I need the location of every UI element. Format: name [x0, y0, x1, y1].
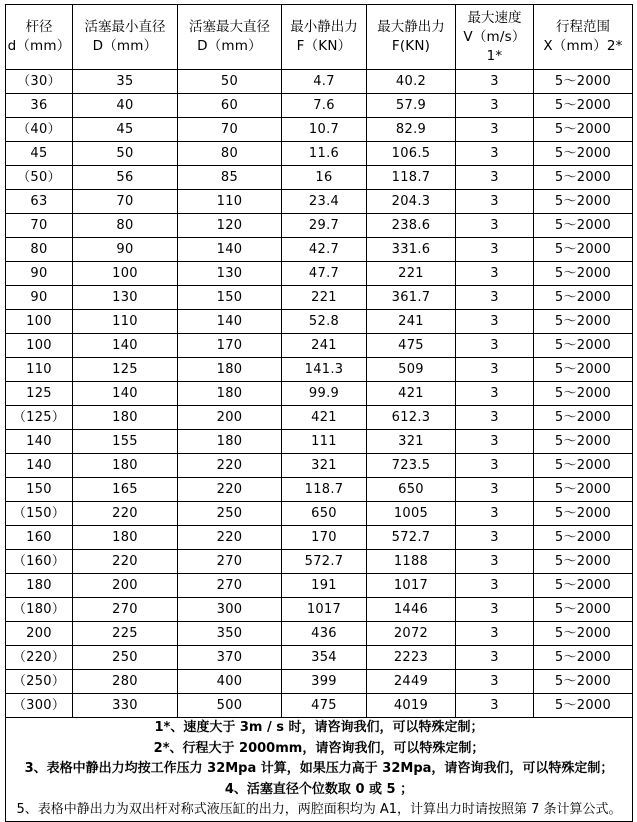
table-cell: 36: [6, 94, 73, 118]
table-cell: 10.7: [282, 118, 367, 142]
table-cell: 85: [178, 166, 282, 190]
table-row: [6, 166, 633, 190]
table-cell: 220: [178, 478, 282, 502]
column-header-6: [534, 5, 633, 70]
table-cell: （150）: [6, 502, 73, 526]
table-cell: 45: [73, 118, 178, 142]
column-header-title: 最小静出力: [290, 19, 358, 35]
column-header-unit: V（m/s）: [463, 28, 526, 45]
table-row: [6, 94, 633, 118]
table-cell: 200: [178, 406, 282, 430]
table-cell: 5～2000: [534, 334, 633, 358]
table-cell: 220: [73, 550, 178, 574]
table-cell: 110: [6, 358, 73, 382]
table-cell: 475: [282, 694, 367, 718]
table-cell: 5～2000: [534, 406, 633, 430]
table-cell: 3: [456, 310, 534, 334]
table-row: [6, 190, 633, 214]
table-row: [6, 406, 633, 430]
table-cell: 3: [456, 70, 534, 94]
table-cell: 35: [73, 70, 178, 94]
table-cell: 1017: [282, 598, 367, 622]
table-cell: 650: [367, 478, 456, 502]
table-cell: 270: [178, 550, 282, 574]
table-cell: 150: [6, 478, 73, 502]
table-cell: 5～2000: [534, 670, 633, 694]
column-header-unit: X（mm）2*: [543, 38, 623, 54]
table-row: [6, 598, 633, 622]
table-cell: 270: [73, 598, 178, 622]
table-cell: 180: [73, 526, 178, 550]
notes-row: [6, 718, 633, 822]
table-cell: 221: [282, 286, 367, 310]
table-cell: 3: [456, 142, 534, 166]
notes-cell: [6, 718, 633, 822]
table-cell: 120: [178, 214, 282, 238]
table-cell: 399: [282, 670, 367, 694]
table-cell: （30）: [6, 70, 73, 94]
table-cell: 5～2000: [534, 214, 633, 238]
table-cell: 23.4: [282, 190, 367, 214]
table-cell: 110: [178, 190, 282, 214]
table-cell: 354: [282, 646, 367, 670]
column-header-title: 活塞最大直径: [189, 19, 270, 35]
table-cell: 221: [367, 262, 456, 286]
table-cell: 5～2000: [534, 94, 633, 118]
table-cell: 125: [73, 358, 178, 382]
table-cell: 118.7: [367, 166, 456, 190]
table-cell: 5～2000: [534, 70, 633, 94]
table-row: [6, 262, 633, 286]
table-cell: 50: [73, 142, 178, 166]
table-cell: （300）: [6, 694, 73, 718]
table-cell: 140: [178, 310, 282, 334]
table-cell: 250: [178, 502, 282, 526]
footnote-5: 5、表格中静出力为双出杆对称式液压缸的出力，两腔面积均为 A1，计算出力时请按照第 7 条计算公式。: [16, 802, 622, 817]
table-row: [6, 646, 633, 670]
table-cell: 200: [73, 574, 178, 598]
column-header-title: 活塞最小直径: [84, 19, 166, 35]
table-cell: 200: [6, 622, 73, 646]
table-cell: 650: [282, 502, 367, 526]
footnote-4: 4、活塞直径个位数取 0 或 5 ；: [224, 781, 414, 797]
table-row: [6, 454, 633, 478]
column-header-0: [6, 5, 73, 70]
table-cell: 160: [6, 526, 73, 550]
table-cell: 4.7: [282, 70, 367, 94]
table-cell: 16: [282, 166, 367, 190]
table-cell: 500: [178, 694, 282, 718]
table-cell: 3: [456, 406, 534, 430]
table-cell: 170: [282, 526, 367, 550]
table-cell: 57.9: [367, 94, 456, 118]
table-cell: 572.7: [282, 550, 367, 574]
table-cell: 3: [456, 358, 534, 382]
table-row: [6, 238, 633, 262]
table-row: [6, 142, 633, 166]
table-cell: 80: [6, 238, 73, 262]
table-cell: 180: [178, 358, 282, 382]
table-cell: 5～2000: [534, 430, 633, 454]
table-cell: 90: [73, 238, 178, 262]
table-cell: 180: [178, 382, 282, 406]
table-cell: 220: [178, 526, 282, 550]
table-cell: 5～2000: [534, 262, 633, 286]
table-row: [6, 478, 633, 502]
table-cell: 270: [178, 574, 282, 598]
table-cell: 421: [367, 382, 456, 406]
table-cell: 5～2000: [534, 310, 633, 334]
table-cell: 5～2000: [534, 598, 633, 622]
table-cell: 165: [73, 478, 178, 502]
table-cell: 140: [178, 238, 282, 262]
table-cell: 50: [178, 70, 282, 94]
table-cell: 5～2000: [534, 238, 633, 262]
column-header-title: 最大静出力: [377, 19, 445, 35]
table-cell: 3: [456, 502, 534, 526]
table-cell: 110: [73, 310, 178, 334]
table-cell: （50）: [6, 166, 73, 190]
table-cell: 5～2000: [534, 526, 633, 550]
table-cell: 40.2: [367, 70, 456, 94]
table-cell: 5～2000: [534, 118, 633, 142]
table-cell: 130: [73, 286, 178, 310]
footnote-2: 2*、行程大于 2000mm，请咨询我们，可以特殊定制；: [153, 740, 485, 756]
table-cell: （250）: [6, 670, 73, 694]
table-cell: 63: [6, 190, 73, 214]
table-cell: 3: [456, 478, 534, 502]
table-cell: 56: [73, 166, 178, 190]
column-header-footnote-marker: 1*: [486, 47, 503, 64]
table-cell: 1188: [367, 550, 456, 574]
table-cell: 2072: [367, 622, 456, 646]
table-cell: 5～2000: [534, 622, 633, 646]
table-row: [6, 430, 633, 454]
table-row: [6, 310, 633, 334]
table-row: [6, 70, 633, 94]
table-cell: 361.7: [367, 286, 456, 310]
column-header-unit: D（mm）: [92, 38, 158, 54]
table-cell: 141.3: [282, 358, 367, 382]
table-cell: 400: [178, 670, 282, 694]
column-header-unit: F(KN): [391, 38, 431, 54]
table-cell: 180: [73, 454, 178, 478]
table-cell: 40: [73, 94, 178, 118]
table-cell: 100: [6, 334, 73, 358]
table-row: [6, 358, 633, 382]
table-header: [6, 5, 633, 70]
table-row: [6, 382, 633, 406]
table-cell: 3: [456, 646, 534, 670]
table-cell: 220: [178, 454, 282, 478]
table-row: [6, 622, 633, 646]
table-cell: 5～2000: [534, 646, 633, 670]
table-cell: 3: [456, 214, 534, 238]
table-cell: 170: [178, 334, 282, 358]
table-cell: 370: [178, 646, 282, 670]
table-cell: 99.9: [282, 382, 367, 406]
table-row: [6, 694, 633, 718]
table-cell: 204.3: [367, 190, 456, 214]
table-cell: 150: [178, 286, 282, 310]
table-cell: 3: [456, 622, 534, 646]
table-row: [6, 334, 633, 358]
table-cell: 5～2000: [534, 382, 633, 406]
table-cell: 111: [282, 430, 367, 454]
table-cell: 70: [73, 190, 178, 214]
table-cell: 612.3: [367, 406, 456, 430]
table-row: [6, 118, 633, 142]
table-cell: 100: [73, 262, 178, 286]
column-header-1: [73, 5, 178, 70]
table-cell: （40）: [6, 118, 73, 142]
table-cell: 90: [6, 262, 73, 286]
table-cell: 3: [456, 262, 534, 286]
table-cell: （220）: [6, 646, 73, 670]
table-cell: 3: [456, 382, 534, 406]
table-cell: 2223: [367, 646, 456, 670]
table-row: [6, 550, 633, 574]
table-cell: 180: [178, 430, 282, 454]
table-cell: 3: [456, 670, 534, 694]
table-cell: 140: [6, 454, 73, 478]
table-cell: 3: [456, 430, 534, 454]
table-cell: 5～2000: [534, 574, 633, 598]
table-cell: 1446: [367, 598, 456, 622]
table-cell: 5～2000: [534, 454, 633, 478]
table-cell: 3: [456, 94, 534, 118]
table-cell: 3: [456, 118, 534, 142]
column-header-unit: F（KN）: [296, 38, 352, 54]
table-cell: 11.6: [282, 142, 367, 166]
table-cell: 509: [367, 358, 456, 382]
table-cell: 475: [367, 334, 456, 358]
table-cell: 5～2000: [534, 694, 633, 718]
cylinder-specification-table: [5, 4, 633, 822]
table-row: [6, 526, 633, 550]
table-cell: 140: [73, 334, 178, 358]
table-body: [6, 70, 633, 718]
table-cell: 90: [6, 286, 73, 310]
table-row: [6, 670, 633, 694]
table-cell: 45: [6, 142, 73, 166]
table-cell: 1017: [367, 574, 456, 598]
table-cell: 350: [178, 622, 282, 646]
table-cell: 3: [456, 694, 534, 718]
table-cell: 1005: [367, 502, 456, 526]
footnote-1: 1*、速度大于 3m / s 时，请咨询我们，可以特殊定制；: [154, 720, 484, 735]
table-cell: 225: [73, 622, 178, 646]
table-cell: 52.8: [282, 310, 367, 334]
table-cell: 331.6: [367, 238, 456, 262]
table-notes-footer: [6, 718, 633, 822]
table-row: [6, 502, 633, 526]
table-cell: 3: [456, 166, 534, 190]
table-cell: 220: [73, 502, 178, 526]
table-cell: 130: [178, 262, 282, 286]
table-cell: 80: [178, 142, 282, 166]
table-cell: 70: [178, 118, 282, 142]
table-cell: 5～2000: [534, 166, 633, 190]
table-cell: 5～2000: [534, 142, 633, 166]
column-header-title: 杆径: [25, 19, 53, 35]
table-cell: 118.7: [282, 478, 367, 502]
table-cell: 280: [73, 670, 178, 694]
table-cell: 4019: [367, 694, 456, 718]
table-cell: 106.5: [367, 142, 456, 166]
table-cell: 241: [367, 310, 456, 334]
table-row: [6, 574, 633, 598]
table-cell: 2449: [367, 670, 456, 694]
column-header-title: 最大速度: [467, 9, 522, 26]
column-header-unit: d（mm）: [7, 38, 71, 54]
table-cell: 140: [6, 430, 73, 454]
table-cell: 3: [456, 574, 534, 598]
table-cell: 5～2000: [534, 286, 633, 310]
footnote-3: 3、表格中静出力均按工作压力 32Mpa 计算，如果压力高于 32Mpa，请咨询我们，可以特殊定制；: [24, 761, 614, 776]
column-header-5: [456, 5, 534, 70]
table-cell: 180: [73, 406, 178, 430]
header-row: [6, 5, 633, 70]
table-cell: 436: [282, 622, 367, 646]
table-cell: 100: [6, 310, 73, 334]
table-cell: 241: [282, 334, 367, 358]
table-cell: 5～2000: [534, 190, 633, 214]
table-cell: 3: [456, 526, 534, 550]
table-row: [6, 214, 633, 238]
table-cell: 321: [282, 454, 367, 478]
table-row: [6, 286, 633, 310]
table-cell: 3: [456, 334, 534, 358]
table-cell: 3: [456, 238, 534, 262]
table-cell: 3: [456, 598, 534, 622]
table-cell: 5～2000: [534, 502, 633, 526]
table-cell: （160）: [6, 550, 73, 574]
table-cell: 250: [73, 646, 178, 670]
table-cell: 3: [456, 286, 534, 310]
table-cell: 3: [456, 190, 534, 214]
table-cell: 125: [6, 382, 73, 406]
column-header-2: [178, 5, 282, 70]
table-cell: 572.7: [367, 526, 456, 550]
table-cell: 47.7: [282, 262, 367, 286]
table-cell: （180）: [6, 598, 73, 622]
table-cell: 7.6: [282, 94, 367, 118]
column-header-4: [367, 5, 456, 70]
table-cell: 29.7: [282, 214, 367, 238]
column-header-3: [282, 5, 367, 70]
table-cell: 5～2000: [534, 478, 633, 502]
table-cell: 330: [73, 694, 178, 718]
table-cell: 3: [456, 550, 534, 574]
table-cell: 82.9: [367, 118, 456, 142]
table-cell: 155: [73, 430, 178, 454]
table-cell: 80: [73, 214, 178, 238]
table-cell: 3: [456, 454, 534, 478]
table-cell: （125）: [6, 406, 73, 430]
table-cell: 238.6: [367, 214, 456, 238]
column-header-unit: D（mm）: [197, 38, 262, 54]
table-cell: 180: [6, 574, 73, 598]
table-cell: 5～2000: [534, 550, 633, 574]
table-cell: 321: [367, 430, 456, 454]
table-cell: 42.7: [282, 238, 367, 262]
table-cell: 70: [6, 214, 73, 238]
table-cell: 5～2000: [534, 358, 633, 382]
table-cell: 421: [282, 406, 367, 430]
column-header-title: 行程范围: [556, 19, 610, 35]
table-cell: 723.5: [367, 454, 456, 478]
table-cell: 191: [282, 574, 367, 598]
table-cell: 300: [178, 598, 282, 622]
table-cell: 60: [178, 94, 282, 118]
table-cell: 140: [73, 382, 178, 406]
